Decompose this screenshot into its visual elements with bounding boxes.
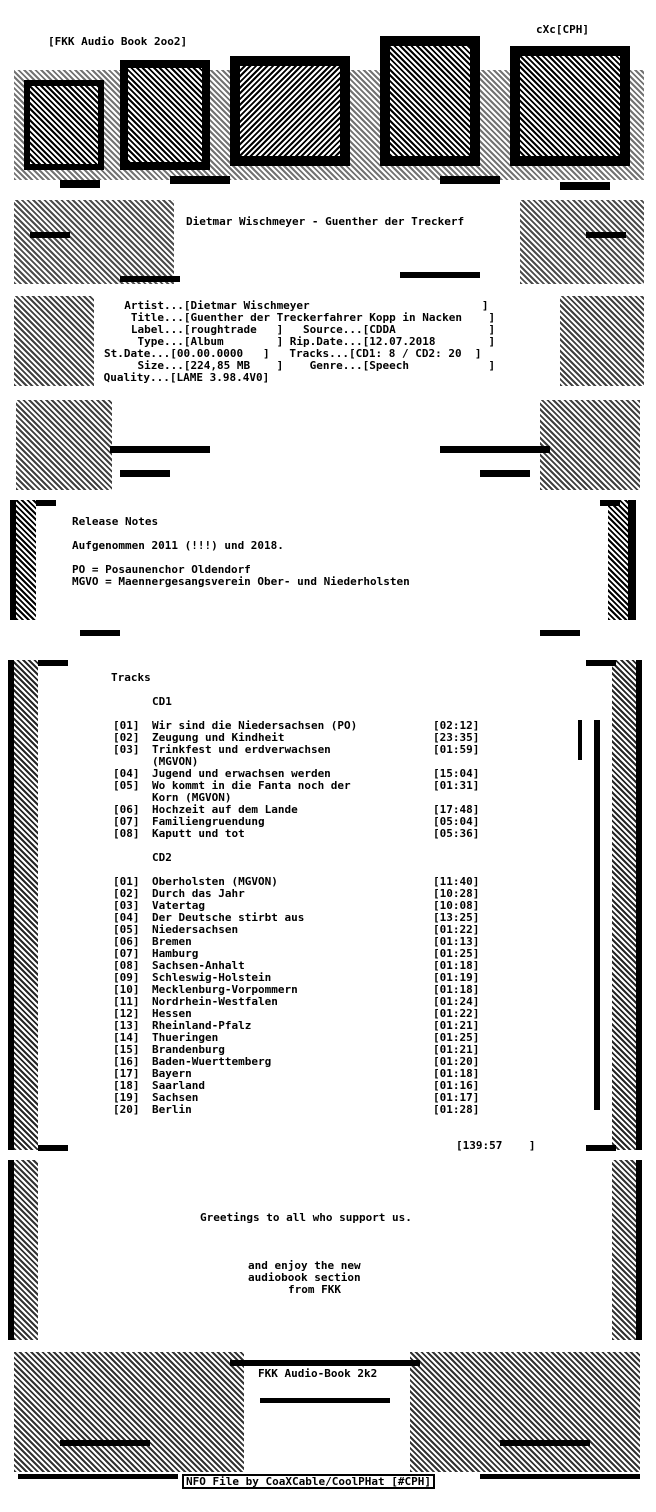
release-title: Dietmar Wischmeyer - Guenther der Treckerf xyxy=(186,215,465,228)
info-quality: Quality...[LAME 3.98.4V0] xyxy=(97,371,270,384)
notes-heading: Release Notes xyxy=(72,515,159,528)
table-row: [17] Bayern [01:18] xyxy=(113,1067,480,1080)
table-row: [05] Niedersachsen [01:22] xyxy=(113,923,480,936)
notes-line: Aufgenommen 2011 (!!!) und 2018. xyxy=(72,539,284,552)
table-row: [08] Kaputt und tot [05:36] xyxy=(113,827,480,840)
table-row: [08] Sachsen-Anhalt [01:18] xyxy=(113,959,480,972)
table-row: [18] Saarland [01:16] xyxy=(113,1079,480,1092)
table-row: Korn (MGVON) xyxy=(152,791,232,804)
info-artist: Artist...[Dietmar Wischmeyer ] xyxy=(111,299,489,312)
table-row: [16] Baden-Wuerttemberg [01:20] xyxy=(113,1055,480,1068)
info-stdate-tracks: St.Date...[00.00.0000 ] Tracks...[CD1: 8 / CD2: 20 ] xyxy=(104,347,482,360)
table-row: [04] Der Deutsche stirbt aus [13:25] xyxy=(113,911,480,924)
info-type-ripdate: Type...[Album ] Rip.Date...[12.07.2018 ] xyxy=(111,335,496,348)
notes-line: MGVO = Maennergesangsverein Ober- und Niederholsten xyxy=(72,575,410,588)
table-row: [07] Hamburg [01:25] xyxy=(113,947,480,960)
table-row: [14] Thueringen [01:25] xyxy=(113,1031,480,1044)
table-row: [05] Wo kommt in die Fanta noch der [01:31] xyxy=(113,779,480,792)
table-row: [06] Hochzeit auf dem Lande [17:48] xyxy=(113,803,480,816)
info-size-genre: Size...[224,85 MB ] Genre...[Speech ] xyxy=(111,359,496,372)
greetings-text: Greetings to all who support us. xyxy=(200,1211,412,1224)
info-label-source: Label...[roughtrade ] Source...[CDDA ] xyxy=(111,323,496,336)
table-row: [02] Durch das Jahr [10:28] xyxy=(113,887,480,900)
table-row: [19] Sachsen [01:17] xyxy=(113,1091,480,1104)
table-row: [03] Trinkfest und erdverwachsen [01:59] xyxy=(113,743,480,756)
table-row: [03] Vatertag [10:08] xyxy=(113,899,480,912)
header-tag-right: cXc[CPH] xyxy=(536,23,589,36)
tracks-heading: Tracks xyxy=(111,671,151,684)
table-row: [04] Jugend und erwachsen werden [15:04] xyxy=(113,767,480,780)
enjoy-text: audiobook section xyxy=(248,1271,361,1284)
table-row: [07] Familiengruendung [05:04] xyxy=(113,815,480,828)
table-row: [11] Nordrhein-Westfalen [01:24] xyxy=(113,995,480,1008)
table-row: (MGVON) xyxy=(152,755,199,768)
table-row: [12] Hessen [01:22] xyxy=(113,1007,480,1020)
footer-badge: FKK Audio-Book 2k2 xyxy=(258,1367,378,1380)
table-row: [01] Wir sind die Niedersachsen (PO) [02:12] xyxy=(113,719,480,732)
table-row: [01] Oberholsten (MGVON) [11:40] xyxy=(113,875,480,888)
header-tag-left: [FKK Audio Book 2oo2] xyxy=(48,35,188,48)
enjoy-text: and enjoy the new xyxy=(248,1259,361,1272)
enjoy-text: from FKK xyxy=(288,1283,341,1296)
table-row: [13] Rheinland-Pfalz [01:21] xyxy=(113,1019,480,1032)
table-row: [15] Brandenburg [01:21] xyxy=(113,1043,480,1056)
total-duration: [139:57 ] xyxy=(456,1139,536,1152)
info-title: Title...[Guenther der Treckerfahrer Kopp in Nacken ] xyxy=(111,311,496,324)
notes-line: PO = Posaunenchor Oldendorf xyxy=(72,563,251,576)
cd2-label: CD2 xyxy=(152,851,172,864)
table-row: [20] Berlin [01:28] xyxy=(113,1103,480,1116)
table-row: [10] Mecklenburg-Vorpommern [01:18] xyxy=(113,983,480,996)
table-row: [09] Schleswig-Holstein [01:19] xyxy=(113,971,480,984)
table-row: [02] Zeugung und Kindheit [23:35] xyxy=(113,731,480,744)
nfo-credit: NFO File by CoaXCable/CoolPHat [#CPH] xyxy=(182,1474,435,1489)
table-row: [06] Bremen [01:13] xyxy=(113,935,480,948)
cd1-label: CD1 xyxy=(152,695,172,708)
